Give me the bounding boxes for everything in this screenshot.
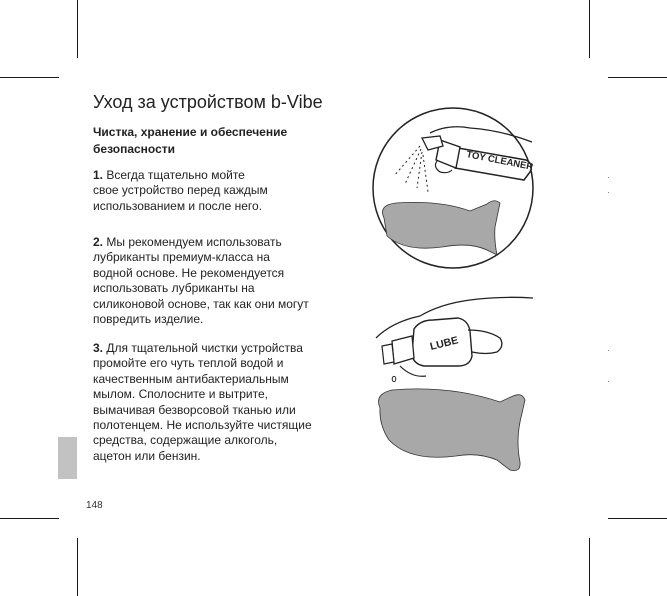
device-top-icon xyxy=(383,201,501,255)
cleaner-label: TOY CLEANER xyxy=(465,149,535,173)
paragraph-line: вымачивая безворсовой тканью или xyxy=(93,402,296,417)
paragraph-line: промойте его чуть теплой водой и xyxy=(93,356,284,371)
paragraph-number: 2. xyxy=(93,235,104,249)
paragraph-number: 3. xyxy=(93,341,104,355)
lube-drop-icon xyxy=(392,376,396,381)
paragraph-line: средства, содержащие алкоголь, xyxy=(93,433,278,448)
paragraph-line: свое устройство перед каждым xyxy=(93,183,268,198)
page-number: 148 xyxy=(86,500,103,511)
paragraph-line: полотенцем. Не используйте чистящие xyxy=(93,418,312,433)
paragraph-line: водной основе. Не рекомендуется xyxy=(93,265,285,280)
paragraph-line: ацетон или бензин. xyxy=(93,448,201,463)
paragraph-line: использованием и после него. xyxy=(93,198,263,213)
side-tick: · xyxy=(607,172,610,182)
paragraph-line: мылом. Сполосните и вытрите, xyxy=(93,387,268,402)
hand-outline xyxy=(400,366,426,376)
paragraph-line: силиконовой основе, так как они могут xyxy=(93,296,309,311)
paragraph-line: Мы рекомендуем использовать xyxy=(106,235,282,249)
side-tick: · xyxy=(607,376,610,386)
lube-bottle-icon xyxy=(382,318,472,366)
side-tick: · xyxy=(607,345,610,355)
page-title: Уход за устройством b-Vibe xyxy=(93,92,323,112)
side-tick: · xyxy=(607,187,610,197)
spray-dashes xyxy=(394,146,428,192)
hand-outline xyxy=(468,330,502,354)
cleaner-bottle-icon xyxy=(422,136,534,180)
paragraph-line: использовать лубриканты на xyxy=(93,281,255,296)
paragraph-line: повредить изделие. xyxy=(93,312,204,327)
paragraph-line: лубриканты премиум-класса на xyxy=(93,250,270,265)
lube-label: LUBE xyxy=(428,334,460,353)
paragraph-line: Для тщательной чистки устройства xyxy=(106,341,303,355)
paragraph-line: качественным антибактериальным xyxy=(93,371,289,386)
paragraph-line: Всегда тщательно мойте xyxy=(106,168,245,182)
paragraph-number: 1. xyxy=(93,168,104,182)
section-subtitle: Чистка, хранение и обеспечение безопасности xyxy=(93,125,288,156)
device-bottom-icon xyxy=(379,389,526,471)
